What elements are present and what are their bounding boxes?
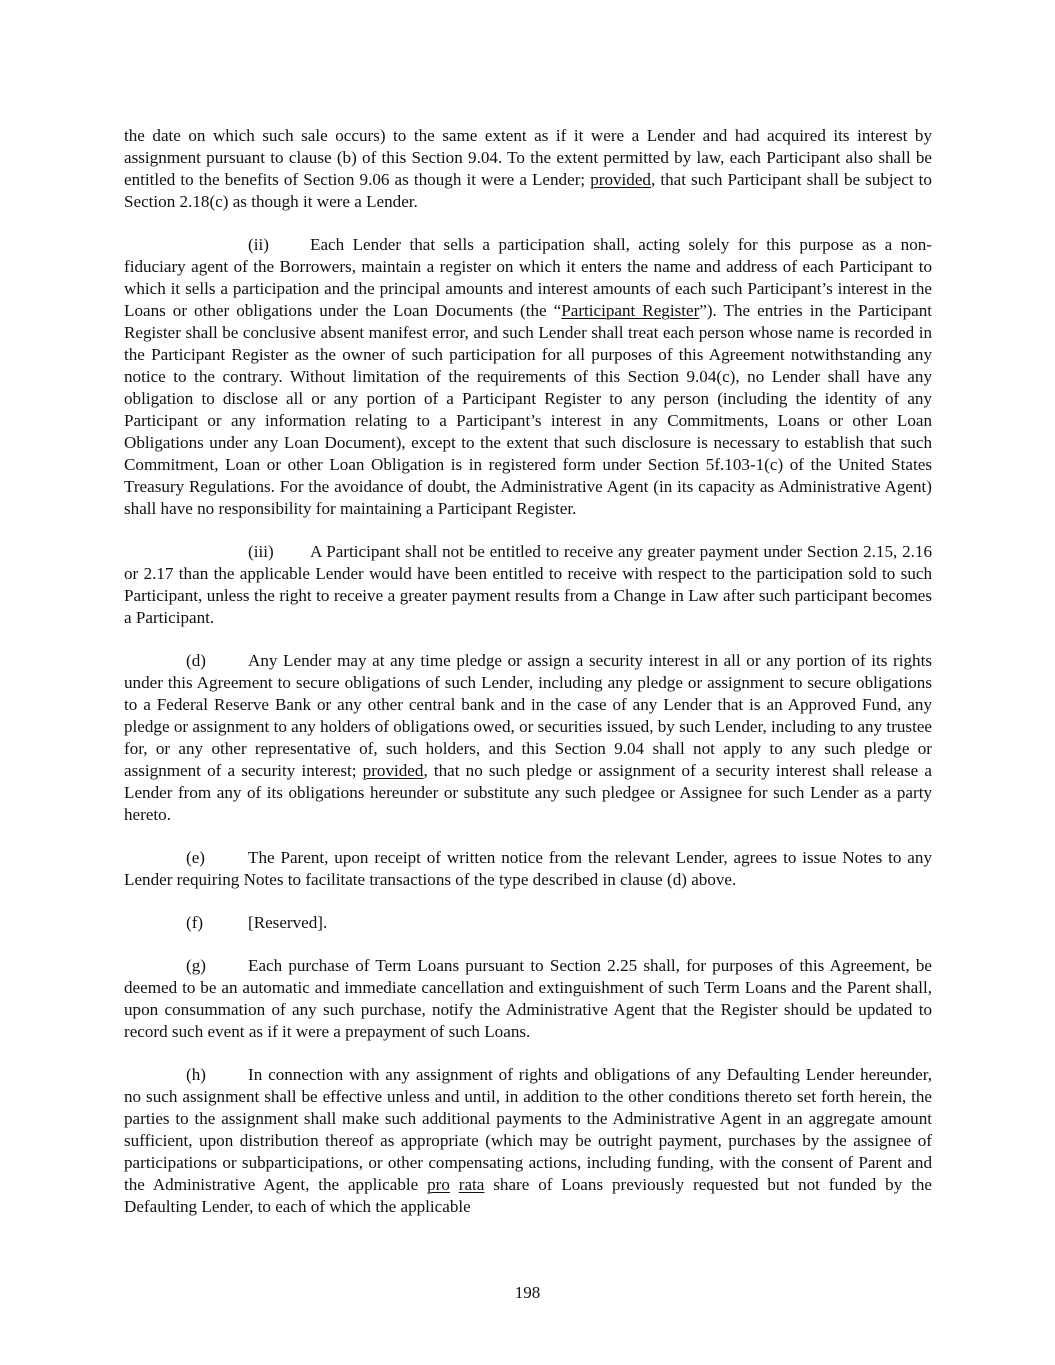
- defined-term-participant-register: Participant Register: [561, 301, 700, 320]
- paragraph-ii: [124, 234, 932, 520]
- paragraph-text: the date on which such sale occurs) to the same extent as if it were a Lender and had acquired its interest by assignment pursuant to clause (b) of this Section 9.04. To the extent permitted by law, each Participant also shall be entitled to the benefits of Section 9.06 as though it were a Lender;: [124, 126, 932, 189]
- defined-term-provided: provided: [590, 170, 651, 189]
- clause-label: (g): [186, 956, 206, 975]
- clause-label: (iii): [248, 542, 274, 561]
- paragraph-text: share of Loans previously requested but not funded by the Defaulting Lender, to each of which the applicable: [124, 1175, 932, 1216]
- paragraph-h: [124, 1064, 932, 1218]
- clause-label: (e): [186, 848, 205, 867]
- defined-term-provided: provided: [362, 761, 424, 780]
- clause-label: (ii): [248, 235, 269, 254]
- paragraph-text: Each purchase of Term Loans pursuant to Section 2.25 shall, for purposes of this Agreement, be deemed to be an automatic and immediate cancellation and extinguishment of such Term Loans and the Parent shall, upon consummation of any such purchase, notify the Administrative Agent that the Register should be updated to record such event as if it were a prepayment of such Loans.: [124, 956, 932, 1041]
- page-number: 198: [514, 1283, 541, 1302]
- paragraph-e: [124, 847, 932, 891]
- paragraph-text: , that such Participant shall be subject to Section 2.18(c) as though it were a Lender.: [124, 170, 932, 211]
- clause-label: (f): [186, 913, 204, 932]
- paragraph-text: Each Lender that sells a participation shall, acting solely for this purpose as a non-fiduciary agent of the Borrowers, maintain a register on which it enters the name and address of each Participant to which it sells a participation and the principal amounts and interest amounts of each such Participant’s interest in the Loans or other obligations under the Loan Documents (the “: [124, 235, 932, 320]
- paragraph-text: A Participant shall not be entitled to receive any greater payment under Section 2.15, 2.16 or 2.17 than the applicable Lender would have been entitled to receive with respect to the participation sold to such Participant, unless the right to receive a greater payment results from a Change in Law after such participant becomes a Participant.: [124, 542, 932, 627]
- clause-label: (h): [186, 1065, 206, 1084]
- clause-label: (d): [186, 651, 206, 670]
- paragraph-text: The Parent, upon receipt of written notice from the relevant Lender, agrees to issue Notes to any Lender requiring Notes to facilitate transactions of the type described in clause (d) above.: [124, 848, 932, 889]
- paragraph-d: [124, 650, 932, 826]
- paragraph-text: ”). The entries in the Participant Register shall be conclusive absent manifest error, and such Lender shall treat each person whose name is recorded in the Participant Register as the owner of such participation for all purposes of this Agreement notwithstanding any notice to the contrary. Without limitation of the requirements of this Section 9.04(c), no Lender shall have any obligation to disclose all or any portion of a Participant Register to any person (including the identity of any Participant or any information relating to a Participant’s interest in any Commitments, Loans or other Loan Obligations under any Loan Document), except to the extent that such disclosure is necessary to establish that such Commitment, Loan or other Loan Obligation is in registered form under Section 5f.103-1(c) of the United States Treasury Regulations. For the avoidance of doubt, the Administrative Agent (in its capacity as Administrative Agent) shall have no responsibility for maintaining a Participant Register.: [124, 301, 932, 518]
- paragraph-text: [Reserved].: [248, 913, 328, 932]
- defined-term-pro: pro: [427, 1175, 450, 1194]
- paragraph-continuation: [124, 125, 932, 213]
- paragraph-text: In connection with any assignment of rights and obligations of any Defaulting Lender hereunder, no such assignment shall be effective unless and until, in addition to the other conditions thereto set forth herein, the parties to the assignment shall make such additional payments to the Administrative Agent in an aggregate amount sufficient, upon distribution thereof as appropriate (which may be outright payment, purchases by the assignee of participations or subparticipations, or other compensating actions, including funding, with the consent of Parent and the Administrative Agent, the applicable: [124, 1065, 932, 1194]
- paragraph-text: Any Lender may at any time pledge or assign a security interest in all or any portion of its rights under this Agreement to secure obligations of such Lender, including any pledge or assignment to secure obligations to a Federal Reserve Bank or any other central bank and in the case of any Lender that is an Approved Fund, any pledge or assignment to any holders of obligations owed, or securities issued, by such Lender, including to any trustee for, or any other representative of, such holders, and this Section 9.04 shall not apply to any such pledge or assignment of a security interest;: [124, 651, 932, 780]
- defined-term-rata: rata: [458, 1175, 485, 1194]
- paragraph-text: [450, 1175, 459, 1194]
- paragraph-g: [124, 955, 932, 1043]
- paragraph-f: [124, 912, 932, 934]
- paragraph-iii: [124, 541, 932, 629]
- paragraph-text: , that no such pledge or assignment of a security interest shall release a Lender from any of its obligations hereunder or substitute any such pledgee or Assignee for such Lender as a party hereto.: [124, 761, 933, 824]
- document-page: [124, 125, 932, 1239]
